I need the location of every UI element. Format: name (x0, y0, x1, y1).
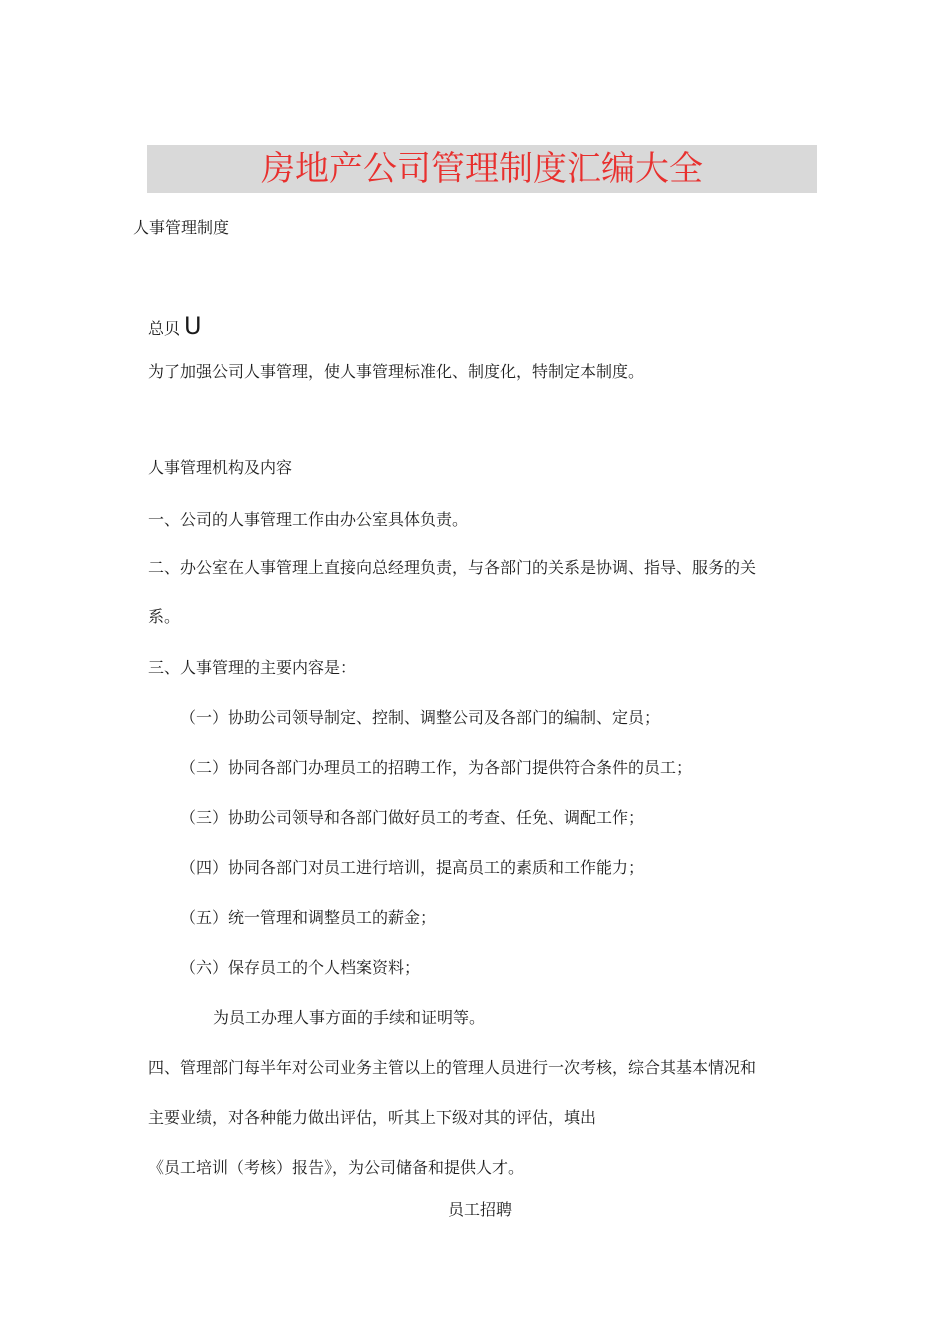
general-heading-mark: U (184, 312, 202, 340)
item-2-line-2: 系。 (148, 607, 181, 626)
item-4-line-2: 主要业绩，对各种能力做出评估，听其上下级对其的评估，填出 (148, 1108, 597, 1127)
item-2-line-1: 二、办公室在人事管理上直接向总经理负责，与各部门的关系是协调、指导、服务的关 (148, 558, 757, 577)
item-4-line-1: 四、管理部门每半年对公司业务主管以上的管理人员进行一次考核，综合其基本情况和 (148, 1058, 757, 1077)
sub-item-3: （三）协助公司领导和各部门做好员工的考查、任免、调配工作； (180, 808, 645, 827)
document-title: 房地产公司管理制度汇编大全 (261, 149, 703, 189)
sub-item-7: 为员工办理人事方面的手续和证明等。 (213, 1008, 486, 1027)
section-title: 人事管理制度 (133, 218, 230, 237)
sub-item-4: （四）协同各部门对员工进行培训，提高员工的素质和工作能力； (180, 858, 645, 877)
general-heading (148, 314, 202, 341)
sub-item-6: （六）保存员工的个人档案资料； (180, 958, 421, 977)
org-heading: 人事管理机构及内容 (148, 458, 293, 477)
item-3: 三、人事管理的主要内容是： (148, 658, 357, 677)
title-band (147, 145, 817, 193)
item-4-line-3: 《员工培训（考核）报告》，为公司储备和提供人才。 (148, 1158, 525, 1177)
item-1: 一、公司的人事管理工作由办公室具体负责。 (148, 510, 469, 529)
sub-item-2: （二）协同各部门办理员工的招聘工作，为各部门提供符合条件的员工； (180, 758, 693, 777)
sub-item-1: （一）协助公司领导制定、控制、调整公司及各部门的编制、定员； (180, 708, 661, 727)
recruit-heading: 员工招聘 (448, 1200, 513, 1219)
general-paragraph: 为了加强公司人事管理，使人事管理标准化、制度化，特制定本制度。 (148, 362, 645, 381)
general-heading-text: 总贝 (148, 319, 181, 338)
sub-item-5: （五）统一管理和调整员工的薪金； (180, 908, 437, 927)
